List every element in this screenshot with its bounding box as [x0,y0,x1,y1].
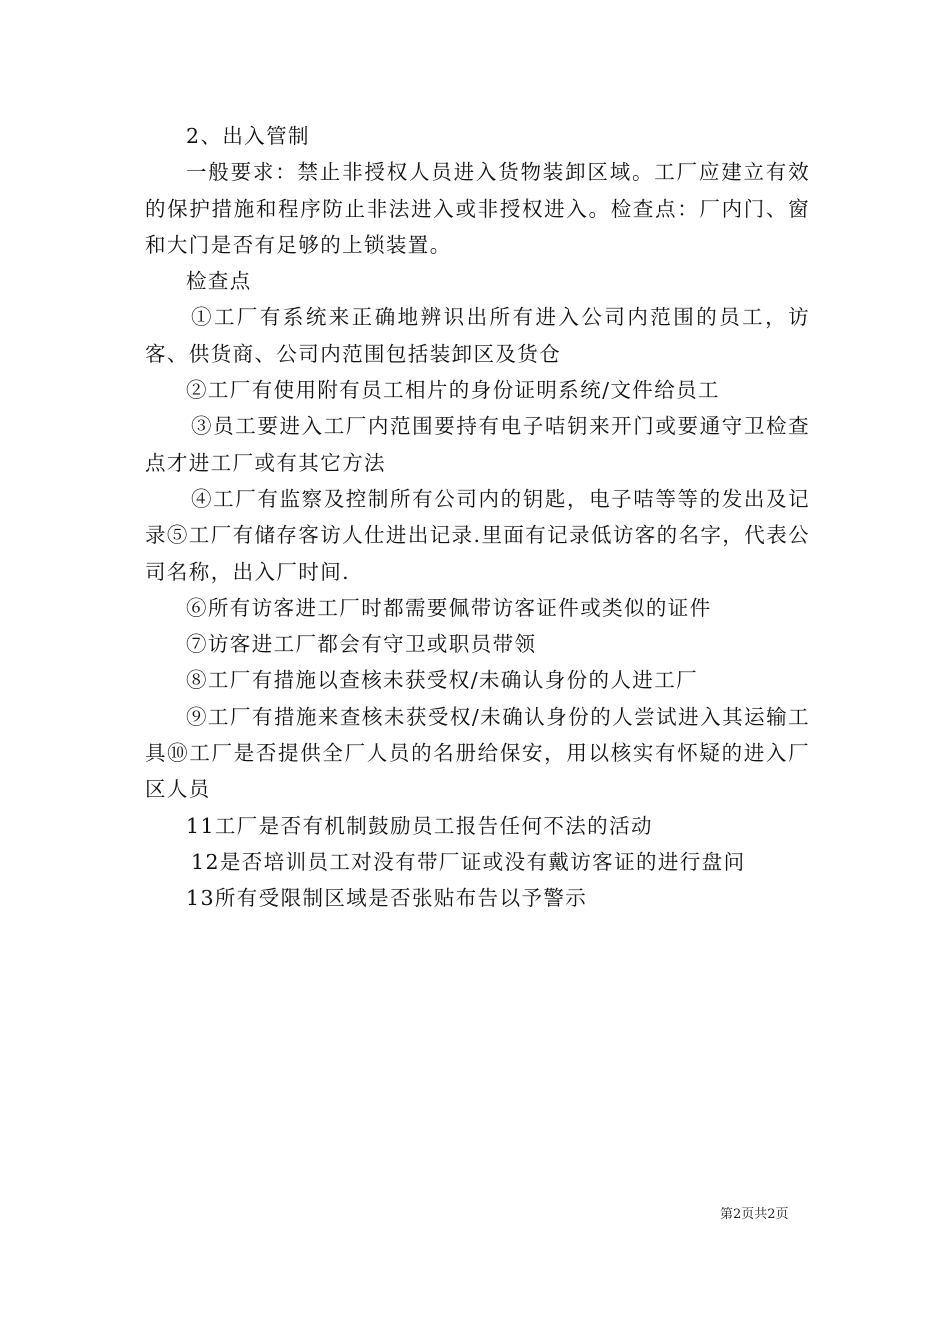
page-number-footer: 第2页共2页 [720,1207,789,1222]
checkpoint-heading: 检查点 [186,269,252,294]
general-requirement-paragraph: 一般要求：禁止非授权人员进入货物装卸区域。工厂应建立有效的保护措施和程序防止非法进入或非授权进入。检查点：厂内门、窗和大门是否有足够的上锁装置。 [145,160,810,257]
checkpoint-item-4-5: ④工厂有监察及控制所有公司内的钥匙，电子咭等等的发出及记录⑤工厂有储存客访人仕进出记录.里面有记录低访客的名字，代表公司名称，出入厂时间. [145,486,810,584]
checkpoint-item-12: 12是否培训员工对没有带厂证或没有戴访客证的进行盘问 [191,849,746,874]
checkpoint-item-6: ⑥所有访客进工厂时都需要佩带访客证件或类似的证件 [186,595,712,620]
document-body [145,118,810,917]
checkpoint-item-2: ②工厂有使用附有员工相片的身份证明系统/文件给员工 [186,378,720,403]
checkpoint-item-11: 11工厂是否有机制鼓励员工报告任何不法的活动 [186,813,653,838]
checkpoint-item-13: 13所有受限制区域是否张贴布告以予警示 [186,886,588,911]
checkpoint-item-7: ⑦访客进工厂都会有守卫或职员带领 [186,632,537,657]
checkpoint-item-3: ③员工要进入工厂内范围要持有电子咭钥来开门或要通守卫检查点才进工厂或有其它方法 [145,414,810,475]
section-heading: 2、出入管制 [186,124,310,148]
checkpoint-item-9-10: ⑨工厂有措施来查核未获受权/未确认身份的人尝试进入其运输工具⑩工厂是否提供全厂人员的名册给保安，用以核实有怀疑的进入厂区人员 [145,704,810,802]
checkpoint-item-1: ①工厂有系统来正确地辨识出所有进入公司内范围的员工，访客、供货商、公司内范围包括装卸区及货仓 [145,305,810,366]
checkpoint-item-8: ⑧工厂有措施以查核未获受权/未确认身份的人进工厂 [186,668,699,693]
